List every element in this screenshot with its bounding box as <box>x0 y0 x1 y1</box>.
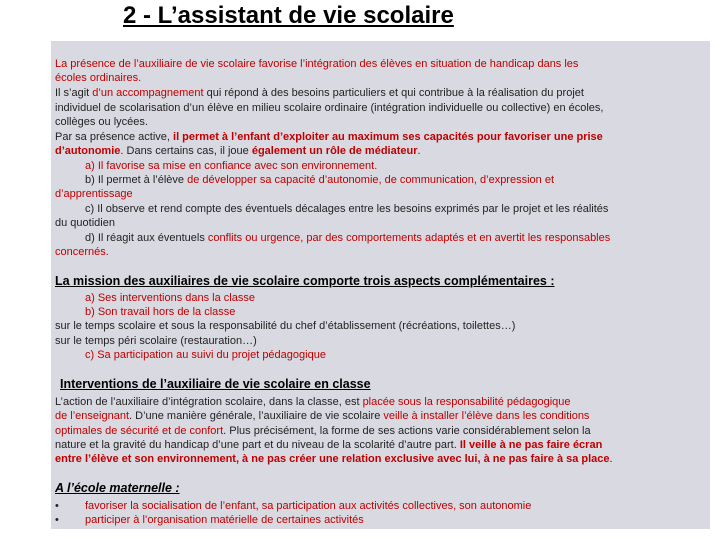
intro-line: individuel de scolarisation d’un élève en milieu scolaire ordinaire (intégration individuelle ou collective) en écoles, <box>55 102 604 114</box>
classe-text: L’action de l’auxiliaire d’intégration scolaire, dans la classe, est <box>55 396 363 408</box>
intro-line <box>55 130 603 145</box>
intro-line <box>55 187 133 202</box>
classe-emphasis: de l’enseignant <box>55 410 130 422</box>
mission-item-a <box>55 291 255 306</box>
intro-text: . Dans certains cas, il joue <box>120 145 252 157</box>
classe-line <box>55 438 602 453</box>
maternelle-item <box>55 513 364 528</box>
mission-item-c <box>55 348 326 363</box>
mission-line: sur le temps scolaire et sous la responsabilité du chef d’établissement (récréations, toilettes…) <box>55 320 516 332</box>
intro-line <box>55 57 578 72</box>
maternelle-heading: A l’école maternelle : <box>55 481 180 495</box>
classe-heading: Interventions de l’auxiliaire de vie scolaire en classe <box>60 377 371 391</box>
maternelle-text: participer à l’organisation matérielle de certaines activités <box>85 514 364 526</box>
classe-text: . Plus précisément, la forme de ses actions varie considérablement selon la <box>223 425 591 437</box>
intro-text: a) Il favorise sa mise en confiance avec son environnement. <box>85 160 378 172</box>
mission-line: sur le temps péri scolaire (restauration…) <box>55 335 257 347</box>
intro-emphasis: conflits ou urgence, par des comportements adaptés et en avertit les responsables <box>207 232 611 244</box>
intro-text: . <box>417 145 421 157</box>
intro-line <box>55 71 141 86</box>
classe-emphasis: Il veille à ne pas faire écran <box>459 439 603 451</box>
classe-line <box>55 452 613 467</box>
mission-text: c) Sa participation au suivi du projet pédagogique <box>85 349 326 361</box>
intro-item-a <box>55 159 377 174</box>
intro-item-d <box>55 231 610 246</box>
classe-emphasis: entre l’élève et son environnement, à ne pas créer une relation exclusive avec lui, à ne pas faire à sa place <box>55 453 610 465</box>
mission-heading: La mission des auxiliaires de vie scolaire comporte trois aspects complémentaires : <box>55 274 555 288</box>
intro-emphasis: il permet à l’enfant d’exploiter au maximum ses capacités pour favoriser une prise <box>173 131 603 143</box>
classe-emphasis: optimales de sécurité et de confort <box>55 425 224 437</box>
intro-emphasis: concernés. <box>55 246 109 258</box>
intro-emphasis: d’autonomie <box>55 145 121 157</box>
intro-line: collèges ou lycées. <box>55 116 148 128</box>
maternelle-item <box>55 499 531 514</box>
intro-text: Il s’agit <box>55 87 93 99</box>
intro-line: du quotidien <box>55 217 115 229</box>
classe-line <box>55 409 589 424</box>
intro-line <box>55 86 584 101</box>
intro-text: d) Il réagit aux éventuels <box>85 232 208 244</box>
classe-text: . <box>609 453 613 465</box>
mission-text: b) Son travail hors de la classe <box>85 306 236 318</box>
classe-line <box>55 424 591 439</box>
bullet-icon: • <box>55 514 59 526</box>
mission-text: a) Ses interventions dans la classe <box>85 292 255 304</box>
classe-emphasis: veille à installer l’élève dans les conditions <box>383 410 590 422</box>
intro-emphasis: également un rôle de médiateur <box>251 145 418 157</box>
intro-line <box>55 245 109 260</box>
intro-emphasis: d’un accompagnement <box>92 87 204 99</box>
page-title: 2 - L’assistant de vie scolaire <box>123 2 454 29</box>
intro-emphasis: de développer sa capacité d’autonomie, de communication, d’expression et <box>187 174 554 186</box>
bullet-icon: • <box>55 500 59 512</box>
classe-line <box>55 395 571 410</box>
intro-text: écoles ordinaires. <box>55 72 142 84</box>
intro-emphasis: d’apprentissage <box>55 188 133 200</box>
classe-text: . D’une manière générale, l’auxiliaire de vie scolaire <box>129 410 384 422</box>
intro-text: Par sa présence active, <box>55 131 174 143</box>
classe-emphasis: placée sous la responsabilité pédagogique <box>362 396 571 408</box>
maternelle-text: favoriser la socialisation de l’enfant, sa participation aux activités collectives, son autonomie <box>85 500 532 512</box>
intro-text: b) Il permet à l’élève <box>85 174 188 186</box>
intro-text: qui répond à des besoins particuliers et qui contribue à la réalisation du projet <box>203 87 584 99</box>
intro-line <box>55 144 421 159</box>
intro-item-c: c) Il observe et rend compte des éventuels décalages entre les besoins exprimés par le projet et les réalités <box>85 203 609 215</box>
classe-text: nature et la gravité du handicap d’une part et du niveau de la scolarité d’autre part. <box>55 439 460 451</box>
intro-item-b <box>55 173 554 188</box>
intro-text: La présence de l’auxiliaire de vie scolaire favorise l’intégration des élèves en situation de handicap dans les <box>55 58 579 70</box>
mission-item-b <box>55 305 235 320</box>
